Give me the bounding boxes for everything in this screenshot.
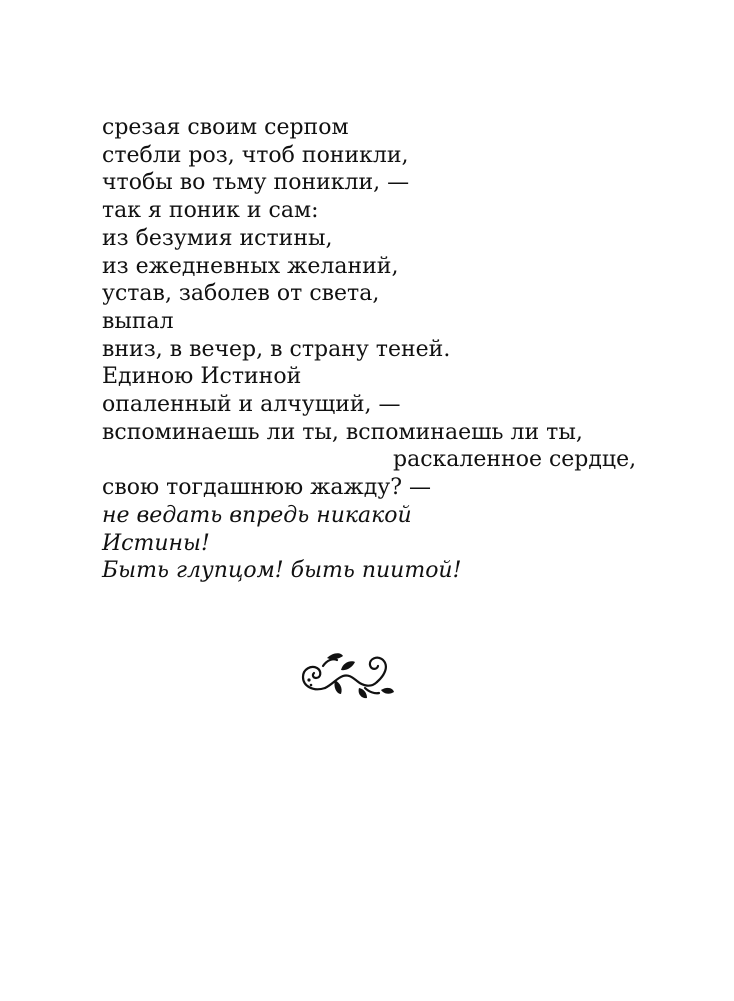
poem-line-7: устав, заболев от света, <box>102 281 380 307</box>
poem-line-13: раскаленное сердце, <box>393 447 637 473</box>
poem-line-3: чтобы во тьму поникли, — <box>102 170 410 196</box>
poem-line-5: из безумия истины, <box>102 225 333 251</box>
poem-line-11: опаленный и алчущий, — <box>102 392 401 418</box>
poem-line-9: вниз, в вечер, в страну теней. <box>102 336 451 362</box>
poem-line-16: Истины! <box>102 530 210 556</box>
poem-text <box>102 114 662 585</box>
poem-line-10: Единою Истиной <box>102 364 302 390</box>
poem-line-1: срезая своим серпом <box>102 115 349 140</box>
poem-line-2: стебли роз, чтоб поникли, <box>102 142 409 168</box>
poem-line-15: не ведать впредь никакой <box>102 502 412 528</box>
poem-line-6: из ежедневных желаний, <box>102 253 399 279</box>
poem-line-12: вспоминаешь ли ты, вспоминаешь ли ты, <box>102 419 583 445</box>
poem-line-4: так я поник и сам: <box>102 198 319 224</box>
poem-line-17: Быть глупцом! быть пиитой! <box>102 558 462 584</box>
poem-line-14: свою тогдашнюю жажду? — <box>102 475 431 501</box>
poem-line-8: выпал <box>102 308 174 334</box>
floral-vignette-icon <box>297 648 397 700</box>
